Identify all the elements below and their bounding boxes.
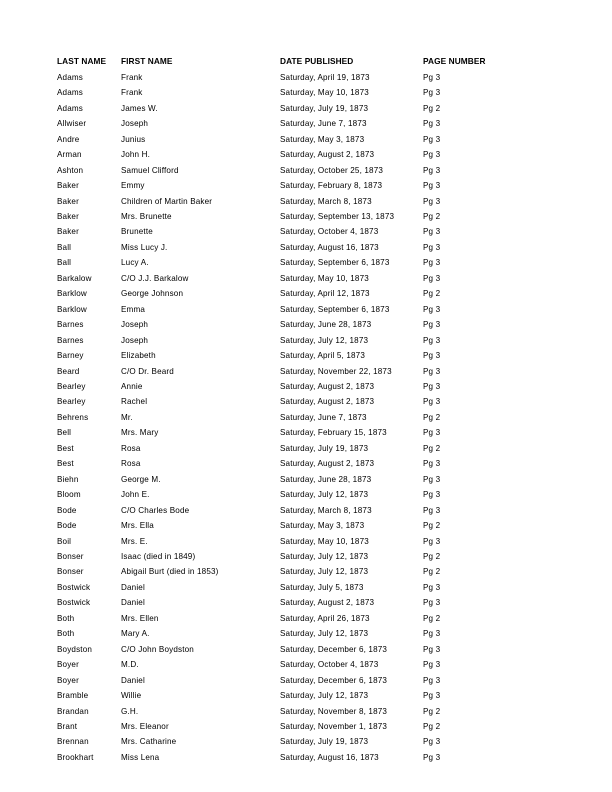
cell-date-published: Saturday, May 10, 1873 [280,88,369,98]
cell-last-name: Bonser [57,552,84,561]
table-row [57,425,557,440]
cell-first-name: Miss Lena [121,752,160,762]
column-header-date-published: DATE PUBLISHED [280,56,354,66]
cell-last-name: Bearley [57,397,86,407]
cell-page-number: Pg 3 [423,505,441,515]
table-row [57,178,557,193]
cell-page-number: Pg 3 [423,675,441,685]
cell-last-name: Barklow [57,304,87,314]
cell-last-name: Bloom [57,490,81,500]
cell-page-number: Pg 3 [423,88,441,98]
cell-date-published: Saturday, May 10, 1873 [280,536,369,546]
cell-date-published: Saturday, February 8, 1873 [280,181,383,191]
cell-first-name: Miss Lucy J. [121,242,168,252]
cell-page-number: Pg 3 [423,598,441,608]
cell-page-number: Pg 3 [423,273,441,283]
cell-date-published: Saturday, June 7, 1873 [280,119,367,129]
cell-page-number: Pg 2 [423,412,441,422]
cell-page-number: Pg 3 [423,737,441,747]
cell-page-number: Pg 3 [423,181,441,191]
table-body [57,70,557,765]
cell-page-number: Pg 2 [423,443,441,453]
table-row [57,487,557,502]
cell-last-name: Biehn [57,474,79,484]
table-row [57,85,557,100]
cell-last-name: Bostwick [57,598,91,608]
cell-date-published: Saturday, July 12, 1873 [280,552,369,561]
table-row [57,379,557,394]
table-row [57,317,557,332]
cell-last-name: Boyer [57,660,79,670]
cell-date-published: Saturday, November 8, 1873 [280,706,388,716]
cell-last-name: Ball [57,242,72,252]
cell-date-published: Saturday, December 6, 1873 [280,644,388,654]
cell-first-name: Lucy A. [121,258,149,268]
cell-page-number: Pg 2 [423,289,441,299]
cell-last-name: Baker [57,227,79,237]
cell-page-number: Pg 3 [423,644,441,654]
cell-last-name: Andre [57,134,80,144]
cell-page-number: Pg 3 [423,351,441,361]
table-row [57,271,557,286]
cell-date-published: Saturday, October 4, 1873 [280,227,379,237]
cell-date-published: Saturday, September 13, 1873 [280,212,395,222]
cell-date-published: Saturday, December 6, 1873 [280,675,388,685]
cell-date-published: Saturday, August 2, 1873 [280,598,375,608]
table-row [57,441,557,456]
cell-first-name: John E. [121,490,150,500]
cell-date-published: Saturday, June 7, 1873 [280,412,367,422]
cell-date-published: Saturday, June 28, 1873 [280,320,372,330]
table-row [57,286,557,301]
cell-first-name: Emma [121,304,146,314]
cell-first-name: Mr. [121,412,133,422]
table-row [57,704,557,719]
cell-date-published: Saturday, August 16, 1873 [280,242,379,252]
cell-date-published: Saturday, September 6, 1873 [280,304,390,314]
table-row [57,518,557,533]
cell-page-number: Pg 3 [423,536,441,546]
table-row [57,534,557,549]
table-row [57,472,557,487]
cell-page-number: Pg 3 [423,490,441,500]
table-row [57,626,557,641]
cell-date-published: Saturday, October 4, 1873 [280,660,379,670]
table-row [57,580,557,595]
cell-date-published: Saturday, August 16, 1873 [280,752,379,762]
cell-first-name: Daniel [121,675,145,685]
cell-date-published: Saturday, July 19, 1873 [280,737,369,747]
table-row [57,333,557,348]
cell-last-name: Beard [57,366,80,376]
cell-page-number: Pg 3 [423,660,441,670]
cell-page-number: Pg 3 [423,304,441,314]
cell-page-number: Pg 3 [423,335,441,345]
cell-page-number: Pg 3 [423,150,441,160]
cell-first-name: Mrs. Ella [121,521,154,531]
cell-date-published: Saturday, August 2, 1873 [280,397,375,407]
cell-date-published: Saturday, July 12, 1873 [280,691,369,701]
cell-first-name: Daniel [121,582,145,592]
table-row [57,194,557,209]
table-row [57,564,557,579]
obituary-index-sheet [57,54,557,765]
cell-last-name: Both [57,613,75,623]
cell-page-number: Pg 2 [423,521,441,531]
table-row [57,209,557,224]
cell-date-published: Saturday, July 12, 1873 [280,629,369,639]
table-row [57,132,557,147]
table-row [57,255,557,270]
cell-date-published: Saturday, August 2, 1873 [280,150,375,160]
cell-last-name: Bostwick [57,582,91,592]
cell-first-name: Frank [121,72,143,82]
cell-date-published: Saturday, November 22, 1873 [280,366,392,376]
cell-date-published: Saturday, August 2, 1873 [280,459,375,469]
cell-last-name: Bell [57,428,72,438]
cell-first-name: Joseph [121,119,149,129]
table-row [57,394,557,409]
cell-first-name: Mrs. Ellen [121,613,159,623]
cell-page-number: Pg 2 [423,552,441,561]
table-row [57,688,557,703]
table-row [57,750,557,765]
cell-first-name: Elizabeth [121,351,156,361]
cell-page-number: Pg 2 [423,721,441,731]
cell-last-name: Adams [57,88,84,98]
cell-first-name: C/O Charles Bode [121,505,190,515]
cell-first-name: Samuel Clifford [121,165,179,175]
cell-date-published: Saturday, March 8, 1873 [280,505,372,515]
cell-page-number: Pg 3 [423,165,441,175]
table-row [57,240,557,255]
cell-page-number: Pg 3 [423,691,441,701]
cell-date-published: Saturday, April 26, 1873 [280,613,370,623]
cell-last-name: Bearley [57,382,86,392]
table-row [57,224,557,239]
cell-last-name: Boil [57,536,72,546]
cell-first-name: Junius [121,134,146,144]
cell-last-name: Boyer [57,675,79,685]
cell-last-name: Brandan [57,706,89,716]
cell-first-name: Rachel [121,397,148,407]
cell-page-number: Pg 2 [423,706,441,716]
cell-first-name: Abigail Burt (died in 1853) [121,567,219,577]
cell-first-name: Children of Martin Baker [121,196,213,206]
table-row [57,657,557,672]
cell-first-name: Brunette [121,227,153,237]
cell-first-name: Joseph [121,335,149,345]
cell-date-published: Saturday, May 3, 1873 [280,134,365,144]
cell-page-number: Pg 3 [423,119,441,129]
cell-first-name: C/O J.J. Barkalow [121,273,189,283]
cell-date-published: Saturday, July 12, 1873 [280,490,369,500]
table-row [57,101,557,116]
cell-last-name: Barnes [57,320,84,330]
cell-first-name: John H. [121,150,151,160]
cell-first-name: George Johnson [121,289,184,299]
cell-last-name: Boydston [57,644,93,654]
table-row [57,611,557,626]
cell-last-name: Brennan [57,737,89,747]
cell-first-name: Emmy [121,181,145,191]
cell-date-published: Saturday, March 8, 1873 [280,196,372,206]
cell-first-name: Mrs. Catharine [121,737,177,747]
obituary-index-table [57,54,557,765]
cell-last-name: Brant [57,721,78,731]
cell-last-name: Best [57,443,74,453]
cell-date-published: Saturday, October 25, 1873 [280,165,384,175]
cell-first-name: George M. [121,474,161,484]
table-row [57,503,557,518]
cell-date-published: Saturday, September 6, 1873 [280,258,390,268]
table-row [57,348,557,363]
cell-last-name: Barkalow [57,273,92,283]
cell-date-published: Saturday, April 19, 1873 [280,72,370,82]
cell-page-number: Pg 3 [423,134,441,144]
table-row [57,410,557,425]
cell-page-number: Pg 2 [423,103,441,113]
cell-first-name: M.D. [121,660,139,670]
table-row [57,642,557,657]
cell-first-name: Willie [121,691,142,701]
cell-first-name: James W. [121,103,158,113]
cell-last-name: Bode [57,505,77,515]
cell-last-name: Baker [57,212,79,222]
cell-last-name: Best [57,459,74,469]
cell-last-name: Ashton [57,165,84,175]
cell-first-name: Mrs. Mary [121,428,159,438]
cell-page-number: Pg 3 [423,366,441,376]
cell-last-name: Behrens [57,412,89,422]
table-row [57,147,557,162]
cell-date-published: Saturday, July 5, 1873 [280,582,364,592]
cell-page-number: Pg 3 [423,428,441,438]
column-header-last-name: LAST NAME [57,56,107,66]
cell-first-name: Rosa [121,443,141,453]
cell-last-name: Bramble [57,691,89,701]
cell-last-name: Barnes [57,335,84,345]
cell-date-published: Saturday, November 1, 1873 [280,721,388,731]
cell-first-name: Mrs. Eleanor [121,721,169,731]
cell-page-number: Pg 3 [423,474,441,484]
table-row [57,456,557,471]
cell-last-name: Barklow [57,289,87,299]
cell-date-published: Saturday, July 19, 1873 [280,443,369,453]
cell-page-number: Pg 3 [423,459,441,469]
cell-date-published: Saturday, April 5, 1873 [280,351,366,361]
cell-date-published: Saturday, May 3, 1873 [280,521,365,531]
cell-date-published: Saturday, August 2, 1873 [280,382,375,392]
cell-last-name: Arman [57,150,82,160]
cell-date-published: Saturday, July 19, 1873 [280,103,369,113]
table-row [57,719,557,734]
cell-date-published: Saturday, July 12, 1873 [280,335,369,345]
cell-page-number: Pg 3 [423,752,441,762]
table-header [57,54,557,70]
table-header-row [57,54,557,70]
cell-last-name: Baker [57,196,79,206]
cell-first-name: Rosa [121,459,141,469]
table-row [57,673,557,688]
table-row [57,163,557,178]
cell-last-name: Bode [57,521,77,531]
cell-first-name: C/O John Boydston [121,644,194,654]
cell-last-name: Brookhart [57,752,94,762]
cell-last-name: Ball [57,258,72,268]
cell-first-name: Isaac (died in 1849) [121,552,196,561]
cell-last-name: Bonser [57,567,84,577]
table-row [57,302,557,317]
cell-page-number: Pg 3 [423,382,441,392]
cell-date-published: Saturday, July 12, 1873 [280,567,369,577]
cell-last-name: Adams [57,103,84,113]
cell-first-name: C/O Dr. Beard [121,366,174,376]
table-row [57,549,557,564]
cell-page-number: Pg 2 [423,613,441,623]
cell-date-published: Saturday, May 10, 1873 [280,273,369,283]
cell-first-name: Joseph [121,320,149,330]
cell-first-name: Mary A. [121,629,150,639]
cell-first-name: Mrs. E. [121,536,148,546]
column-header-first-name: FIRST NAME [121,56,173,66]
cell-page-number: Pg 3 [423,629,441,639]
cell-page-number: Pg 2 [423,567,441,577]
cell-page-number: Pg 3 [423,196,441,206]
table-row [57,734,557,749]
cell-page-number: Pg 3 [423,258,441,268]
column-header-page-number: PAGE NUMBER [423,56,486,66]
cell-page-number: Pg 3 [423,242,441,252]
table-row [57,70,557,85]
cell-date-published: Saturday, February 15, 1873 [280,428,387,438]
cell-last-name: Barney [57,351,84,361]
cell-page-number: Pg 3 [423,397,441,407]
cell-page-number: Pg 3 [423,227,441,237]
cell-last-name: Baker [57,181,79,191]
cell-first-name: Annie [121,382,143,392]
cell-date-published: Saturday, June 28, 1873 [280,474,372,484]
cell-page-number: Pg 2 [423,212,441,222]
cell-date-published: Saturday, April 12, 1873 [280,289,370,299]
cell-page-number: Pg 3 [423,582,441,592]
cell-first-name: Daniel [121,598,145,608]
cell-page-number: Pg 3 [423,320,441,330]
cell-last-name: Adams [57,72,84,82]
cell-last-name: Allwiser [57,119,87,129]
cell-first-name: Frank [121,88,143,98]
cell-page-number: Pg 3 [423,72,441,82]
table-row [57,116,557,131]
cell-first-name: G.H. [121,706,139,716]
table-row [57,364,557,379]
table-row [57,595,557,610]
cell-last-name: Both [57,629,75,639]
cell-first-name: Mrs. Brunette [121,212,172,222]
